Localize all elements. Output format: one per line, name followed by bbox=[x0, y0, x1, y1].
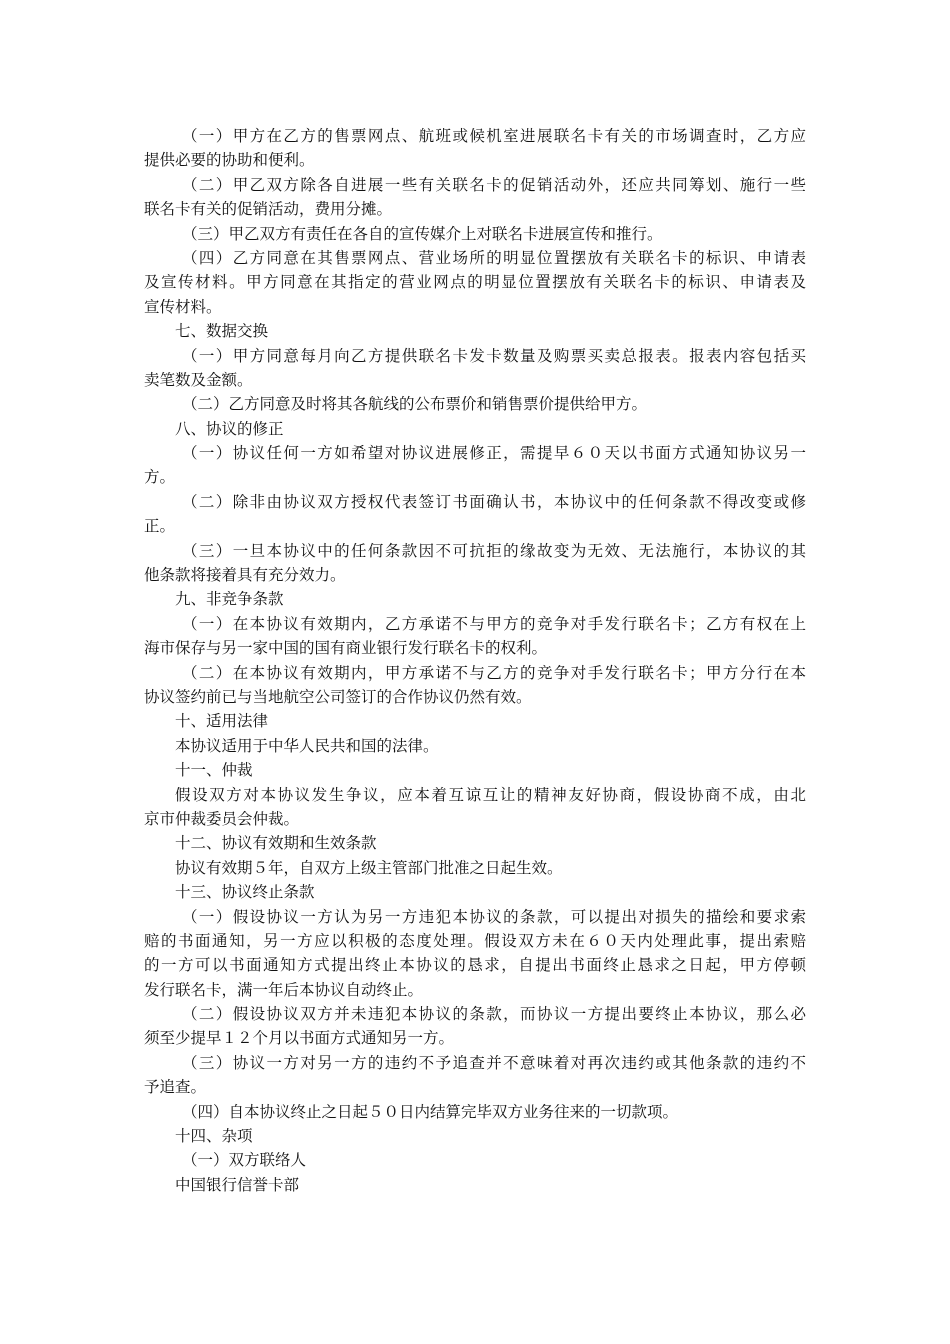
paragraph-line: （一）甲方同意每月向乙方提供联名卡发卡数量及购票买卖总报表。报表内容包括买 bbox=[182, 346, 806, 365]
paragraph-line: （三）甲乙双方有责任在各自的宣传媒介上对联名卡进展宣传和推行。 bbox=[182, 224, 663, 243]
section-heading: 十二、协议有效期和生效条款 bbox=[175, 834, 377, 853]
paragraph-line: 方。 bbox=[144, 468, 176, 487]
section-heading: 八、协议的修正 bbox=[175, 419, 284, 438]
paragraph-line: 发行联名卡，满一年后本协议自动终止。 bbox=[144, 980, 424, 999]
section-heading: 十一、仲裁 bbox=[175, 761, 253, 780]
paragraph-line: 赔的书面通知，另一方应以积极的态度处理。假设双方未在６０天内处理此事，提出索赔 bbox=[144, 931, 806, 950]
paragraph-line: 正。 bbox=[144, 517, 176, 536]
paragraph-line: 卖笔数及金额。 bbox=[144, 370, 253, 389]
paragraph-line: （二）在本协议有效期内，甲方承诺不与乙方的竞争对手发行联名卡；甲方分行在本 bbox=[182, 663, 806, 682]
paragraph-line: 宣传材料。 bbox=[144, 297, 222, 316]
paragraph-line: （二）除非由协议双方授权代表签订书面确认书，本协议中的任何条款不得改变或修 bbox=[182, 492, 806, 511]
paragraph-line: （一）在本协议有效期内，乙方承诺不与甲方的竞争对手发行联名卡；乙方有权在上 bbox=[182, 614, 806, 633]
paragraph-line: （二）甲乙双方除各自进展一些有关联名卡的促销活动外，还应共同筹划、施行一些 bbox=[182, 175, 806, 194]
paragraph-line: 联名卡有关的促销活动，费用分摊。 bbox=[144, 200, 393, 219]
paragraph-line: （三）协议一方对另一方的违约不予追查并不意味着对再次违约或其他条款的违约不 bbox=[182, 1053, 806, 1072]
section-heading: 七、数据交换 bbox=[175, 322, 269, 341]
paragraph-line: 海市保存与另一家中国的国有商业银行发行联名卡的权利。 bbox=[144, 639, 548, 658]
section-heading: 十三、协议终止条款 bbox=[175, 883, 315, 902]
paragraph-line: （二）假设协议双方并未违犯本协议的条款，而协议一方提出要终止本协议，那么必 bbox=[182, 1005, 806, 1024]
paragraph-line: （三）一旦本协议中的任何条款因不可抗拒的缘故变为无效、无法施行，本协议的其 bbox=[182, 541, 806, 560]
paragraph-line: （一）协议任何一方如希望对协议进展修正，需提早６０天以书面方式通知协议另一 bbox=[182, 444, 806, 463]
section-heading: 九、非竞争条款 bbox=[175, 590, 284, 609]
paragraph-line: （二）乙方同意及时将其各航线的公布票价和销售票价提供给甲方。 bbox=[182, 395, 648, 414]
paragraph-line: 京市仲裁委员会仲裁。 bbox=[144, 809, 300, 828]
paragraph-line: 予追查。 bbox=[144, 1078, 207, 1097]
paragraph-line: 须至少提早１２个月以书面方式通知另一方。 bbox=[144, 1029, 455, 1048]
paragraph-line: 协议有效期５年，自双方上级主管部门批准之日起生效。 bbox=[175, 858, 563, 877]
paragraph-line: 中国银行信誉卡部 bbox=[175, 1175, 300, 1194]
paragraph-line: （一）双方联络人 bbox=[182, 1151, 307, 1170]
paragraph-line: 提供必要的协助和便利。 bbox=[144, 151, 315, 170]
paragraph-line: （四）自本协议终止之日起５０日内结算完毕双方业务往来的一切款项。 bbox=[182, 1102, 679, 1121]
paragraph-line: 本协议适用于中华人民共和国的法律。 bbox=[175, 736, 439, 755]
paragraph-line: 协议签约前已与当地航空公司签订的合作协议仍然有效。 bbox=[144, 687, 532, 706]
paragraph-line: （一）甲方在乙方的售票网点、航班或候机室进展联名卡有关的市场调查时，乙方应 bbox=[182, 127, 806, 145]
paragraph-line: 的一方可以书面通知方式提出终止本协议的恳求，自提出书面终止恳求之日起，甲方停顿 bbox=[144, 956, 806, 975]
paragraph-line: （四）乙方同意在其售票网点、营业场所的明显位置摆放有关联名卡的标识、申请表 bbox=[182, 248, 806, 267]
document-body bbox=[144, 124, 806, 1197]
section-heading: 十、适用法律 bbox=[175, 712, 269, 731]
paragraph-line: 及宣传材料。甲方同意在其指定的营业网点的明显位置摆放有关联名卡的标识、申请表及 bbox=[144, 273, 806, 292]
paragraph-line: 假设双方对本协议发生争议，应本着互谅互让的精神友好协商，假设协商不成，由北 bbox=[175, 785, 806, 804]
paragraph-line: （一）假设协议一方认为另一方违犯本协议的条款，可以提出对损失的描绘和要求索 bbox=[182, 907, 806, 926]
paragraph-line: 他条款将接着具有充分效力。 bbox=[144, 566, 346, 585]
section-heading: 十四、杂项 bbox=[175, 1127, 253, 1146]
